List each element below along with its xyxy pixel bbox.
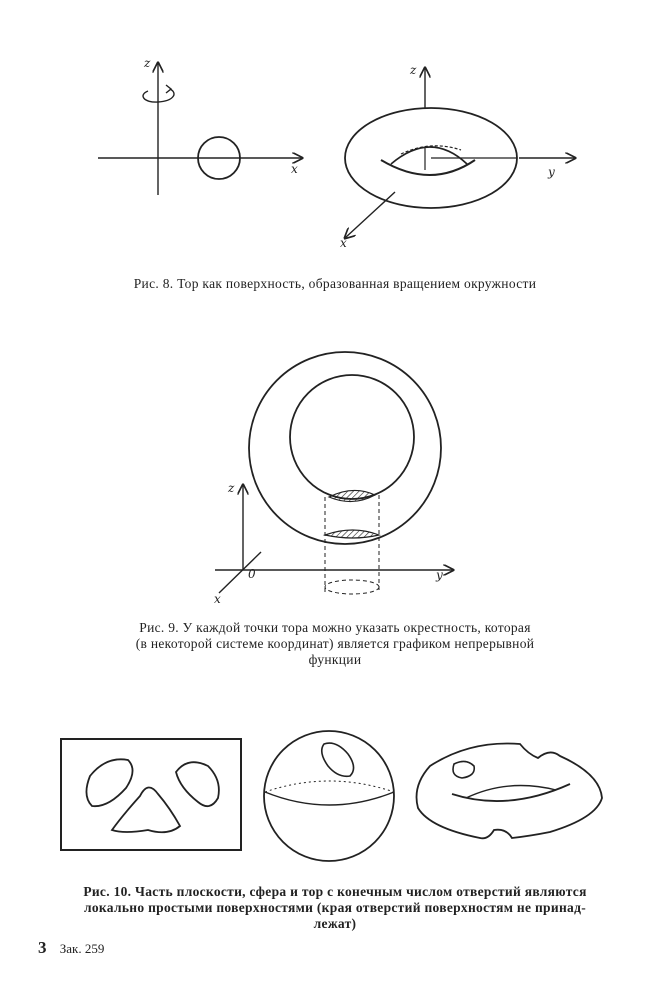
figure-8-caption: Рис. 8. Тор как поверхность, образованная вращением окружности — [133, 276, 537, 291]
plane-rectangle — [61, 739, 241, 850]
figure-8-torus — [325, 60, 585, 255]
axis-label-origin: 0 — [248, 567, 256, 581]
torus-outline — [417, 743, 603, 838]
projection-disk — [325, 580, 379, 594]
hole-bottom — [112, 787, 180, 832]
page-footer — [38, 938, 104, 958]
figure-10-torus — [410, 736, 610, 846]
page-number: 3 — [38, 938, 47, 957]
axis-label-x: x — [214, 592, 221, 606]
sphere-equator — [265, 792, 394, 805]
neighborhood-lower — [325, 530, 379, 538]
hole-right — [176, 762, 219, 806]
caption-line: Рис. 9. У каждой точки тора можно указать окрестность, которая — [139, 620, 531, 635]
caption-line: функции — [308, 652, 362, 667]
caption-line: Рис. 10. Часть плоскости, сфера и тор с конечным числом отверстий являются — [83, 884, 587, 899]
axis-label-x: x — [291, 162, 298, 176]
axis-label-z: z — [410, 63, 417, 77]
sphere-hole — [322, 743, 354, 776]
footer-text: Зак. 259 — [59, 941, 105, 956]
figure-10-plane — [58, 736, 248, 854]
figure-9-caption — [40, 620, 630, 668]
axis-label-y: y — [548, 165, 555, 179]
caption-line: лежат) — [313, 916, 357, 931]
figure-8-left-circle — [90, 55, 310, 205]
hole-left — [86, 759, 132, 806]
torus-small-hole — [453, 761, 474, 778]
axis-label-z: z — [144, 56, 151, 70]
sphere-outline — [264, 731, 394, 861]
figure-10-sphere — [258, 726, 403, 866]
neighborhood-upper — [329, 490, 375, 501]
figure-9-torus-top — [205, 345, 465, 605]
axis-label-x: x — [340, 236, 347, 250]
caption-line: (в некоторой системе координат) является графиком непрерывной — [135, 636, 535, 651]
caption-line: локально простыми поверхностями (края отверстий поверхностям не принад- — [84, 900, 586, 915]
axis-label-z: z — [228, 481, 235, 495]
axis-label-y: y — [436, 568, 443, 582]
torus-inner-circle — [290, 375, 414, 499]
figure-10-caption — [40, 884, 630, 932]
x-axis — [345, 192, 395, 238]
